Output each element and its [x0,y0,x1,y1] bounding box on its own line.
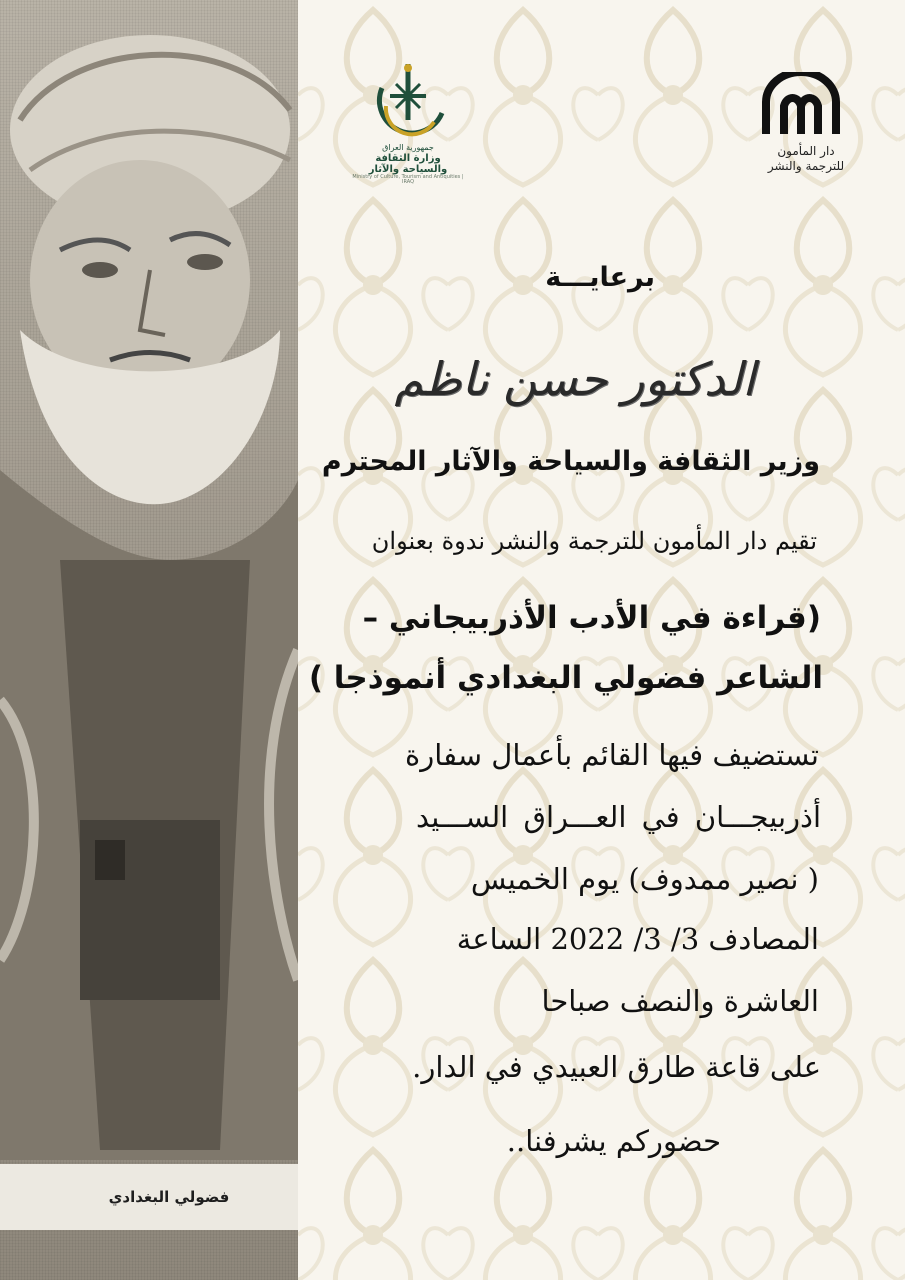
portrait-illustration [0,0,298,1280]
seminar-topic-line1: (قراءة في الأدب الأذربيجاني – [362,600,821,636]
organizer-line: تقيم دار المأمون للترجمة والنشر ندوة بعنوان [371,527,817,555]
ministry-country: جمهورية العراق [382,143,434,152]
portrait-caption [0,1164,298,1230]
publisher-arch-icon [756,72,846,142]
venue-line: على قاعة طارق العبيدي في الدار. [412,1050,821,1084]
portrait-image [0,0,298,1280]
guest-line3: ( نصير ممدوف) يوم الخميس [470,862,819,896]
ministry-title: وزارة الثقافة والسياحة والآثار [368,152,448,175]
minister-title: وزير الثقافة والسياحة والآثار المحترم [321,446,820,477]
time-line: العاشرة والنصف صباحا [541,984,819,1018]
portrait-caption-text: فضولي البغدادي [108,1188,230,1206]
publisher-name-line2: للترجمة والنشر [767,159,845,173]
minister-name-calligraphy: الدكتور حسن ناظم [394,352,755,406]
publisher-name [756,144,856,174]
publisher-name-line1: دار المأمون [777,144,835,158]
date-time-line: المصادف 3/ 3/ 2022 الساعة [456,922,819,956]
ministry-logo [352,58,464,188]
patronage-heading: برعايـــة [545,262,655,293]
closing-line: حضوركم يشرفنا.. [506,1124,721,1158]
guest-line2: أذربيجـــان في العـــراق الســـيد [416,800,821,834]
ornamental-background [298,0,905,1280]
guest-line1: تستضيف فيها القائم بأعمال سفارة [405,738,819,772]
ministry-english: Ministry of Culture, Tourism and Antiquities | IRAQ [352,173,464,186]
ministry-emblem-icon [352,58,464,144]
seminar-topic-line2: الشاعر فضولي البغدادي أنموذجا ) [308,660,823,696]
ministry-name [352,144,464,186]
publisher-logo [756,72,866,192]
